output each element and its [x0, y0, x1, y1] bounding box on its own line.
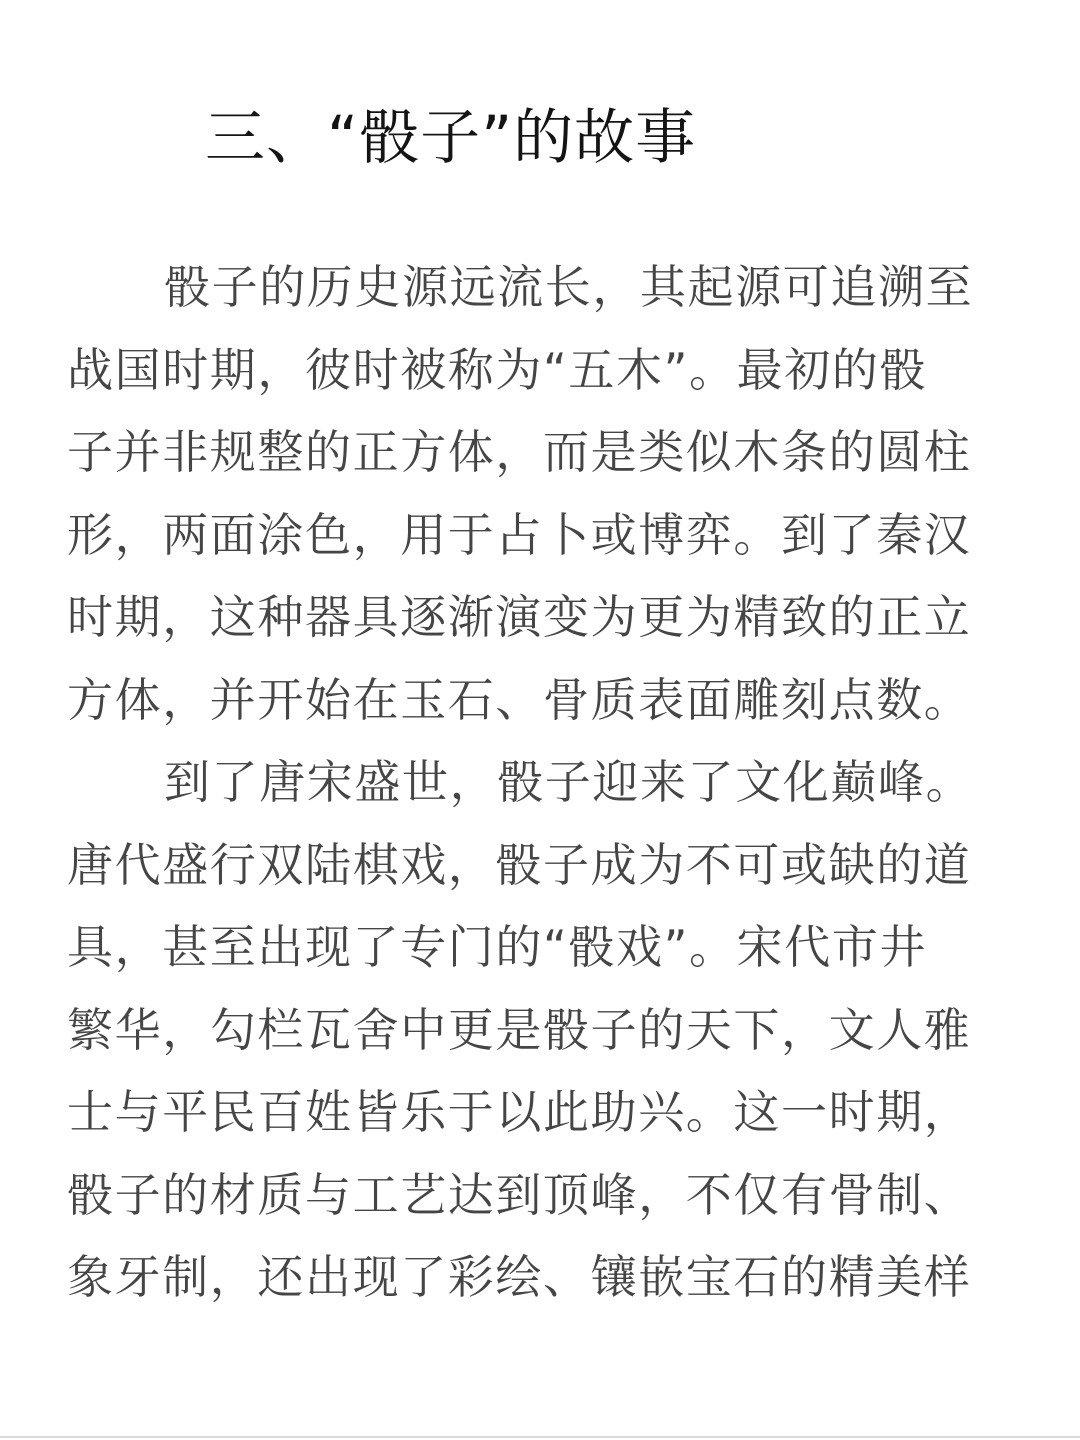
article-body: [67, 246, 979, 1319]
text-line: 战国时期，彼时被称为“五木”。最初的骰: [67, 342, 928, 397]
text-line: 具，甚至出现了专门的“骰戏”。宋代市井: [67, 920, 928, 974]
text-line: 方体，并开始在玉石、骨质表面雕刻点数。: [67, 672, 972, 727]
text-line: 繁华，勾栏瓦舍中更是骰子的天下，文人雅: [67, 1002, 972, 1057]
paragraph-1: [67, 246, 979, 741]
text-line: 骰子的材质与工艺达到顶峰，不仅有骨制、: [67, 1167, 972, 1222]
text-line: 士与平民百姓皆乐于以此助兴。这一时期，: [67, 1085, 972, 1139]
text-line: 象牙制，还出现了彩绘、镶嵌宝石的精美样: [67, 1250, 972, 1304]
text-line: 到了唐宋盛世，骰子迎来了文化巅峰。: [164, 755, 974, 809]
section-heading: 三、“骰子”的故事: [205, 103, 697, 173]
text-line: 子并非规整的正方体，而是类似木条的圆柱: [67, 425, 972, 479]
text-line: 骰子的历史源远流长，其起源可追溯至: [164, 260, 974, 314]
text-line: 唐代盛行双陆棋戏，骰子成为不可或缺的道: [67, 837, 972, 892]
text-line: 时期，这种器具逐渐演变为更为精致的正立: [67, 590, 972, 644]
bottom-divider: [0, 1436, 1080, 1438]
text-line: 形，两面涂色，用于占卜或博弈。到了秦汉: [67, 507, 972, 562]
paragraph-2: [67, 741, 979, 1319]
